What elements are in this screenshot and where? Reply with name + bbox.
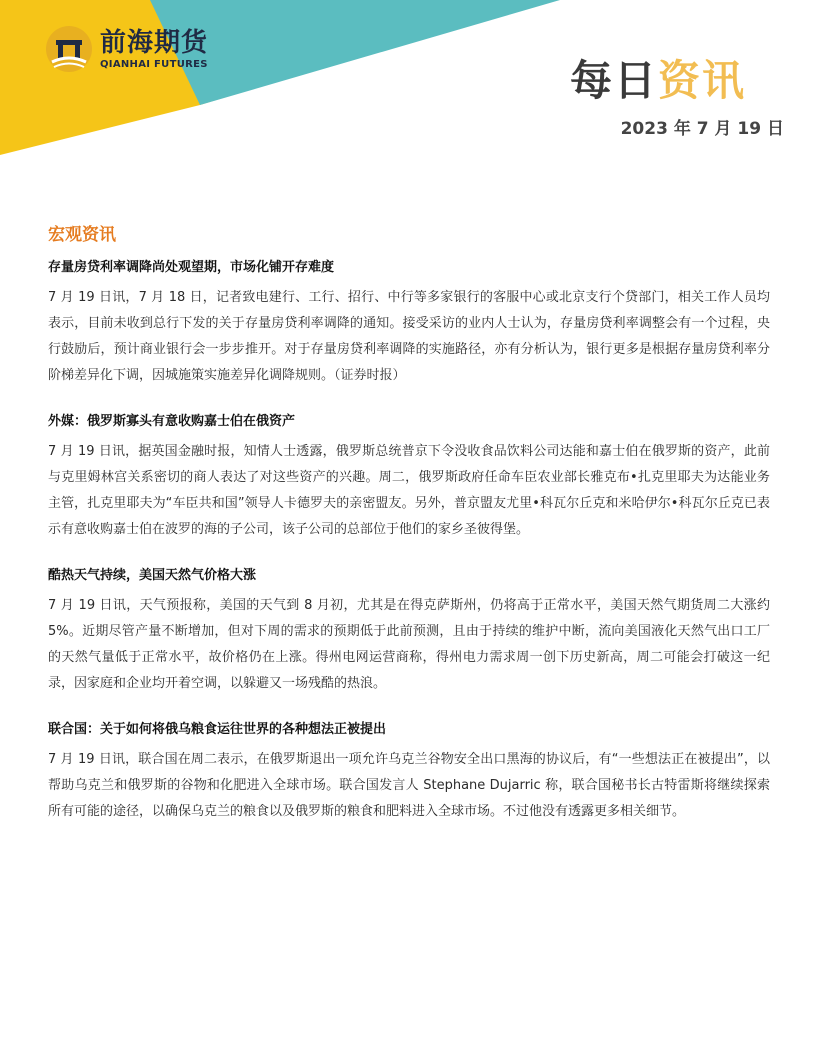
article-headline: 存量房贷利率调降尚处观望期，市场化铺开存难度: [48, 260, 335, 275]
article-2: [48, 411, 770, 543]
article-headline: 外媒：俄罗斯寡头有意收购嘉士伯在俄资产: [48, 414, 296, 429]
article-4: [48, 719, 770, 825]
page-title: [570, 48, 746, 108]
report-date: 2023 年 7 月 19 日: [620, 119, 784, 139]
company-logo: [44, 24, 208, 74]
article-body: 7 月 19 日讯，据英国金融时报，知情人士透露，俄罗斯总统普京下令没收食品饮料公司达能和嘉士伯在俄罗斯的资产，此前与克里姆林宫关系密切的商人表达了对这些资产的兴趣。周二，俄罗斯政府任命车臣农业部长雅克布•扎克里耶夫为达能业务主管，扎克里耶夫为“车臣共和国”领导人卡德罗夫的亲密盟友。另外，普京盟友尤里•科瓦尔丘克和米哈伊尔•科瓦尔丘克已表示有意收购嘉士伯在波罗的海的子公司，该子公司的总部位于他们的家乡圣彼得堡。: [48, 444, 770, 537]
logo-chinese-name: 前海期货: [100, 27, 209, 58]
banner-teal-shape: [150, 0, 560, 105]
article-body: 7 月 19 日讯，天气预报称，美国的天气到 8 月初，尤其是在得克萨斯州，仍将高于正常水平，美国天然气期货周二大涨约 5%。近期尽管产量不断增加，但对下周的需求的预期低于此前预测，且由于持续的维护中断，流向美国液化天然气出口工厂的天然气量低于正常水平，故价格仍在上涨。得州电网运营商称，得州电力需求周一创下历史新高，周二可能会打破这一纪录，因家庭和企业均开着空调，以躲避又一场残酷的热浪。: [48, 598, 770, 691]
article-headline: 联合国：关于如何将俄乌粮食运往世界的各种想法正被提出: [48, 722, 387, 737]
page-title-part2: 资讯: [657, 56, 746, 105]
article-body: 7 月 19 日讯，7 月 18 日，记者致电建行、工行、招行、中行等多家银行的客服中心或北京支行个贷部门，相关工作人员均表示，目前未收到总行下发的关于存量房贷利率调降的通知。接受采访的业内人士认为，存量房贷利率调整会有一个过程，央行鼓励后，预计商业银行会一步步推开。对于存量房贷利率调降的实施路径，亦有分析认为，银行更多是根据存量房贷利率分阶梯差异化下调，因城施策实施差异化调降规则。（证券时报）: [48, 290, 770, 383]
logo-mark-icon: [44, 24, 94, 74]
section-title: 宏观资讯: [48, 225, 116, 245]
article-3: [48, 565, 770, 697]
main-content: [48, 220, 770, 847]
article-headline: 酷热天气持续，美国天然气价格大涨: [48, 568, 257, 583]
page-title-part1: 每日: [569, 56, 658, 105]
logo-english-name: QIANHAI FUTURES: [100, 58, 208, 70]
article-1: [48, 257, 770, 389]
article-body: 7 月 19 日讯，联合国在周二表示，在俄罗斯退出一项允许乌克兰谷物安全出口黑海的协议后，有“一些想法正在被提出”，以帮助乌克兰和俄罗斯的谷物和化肥进入全球市场。联合国发言人 Stephane Dujarric 称，联合国秘书长古特雷斯将继续探索所有可能的途径，以确保乌克兰的粮食以及俄罗斯的粮食和肥料进入全球市场。不过他没有透露更多相关细节。: [48, 752, 770, 819]
